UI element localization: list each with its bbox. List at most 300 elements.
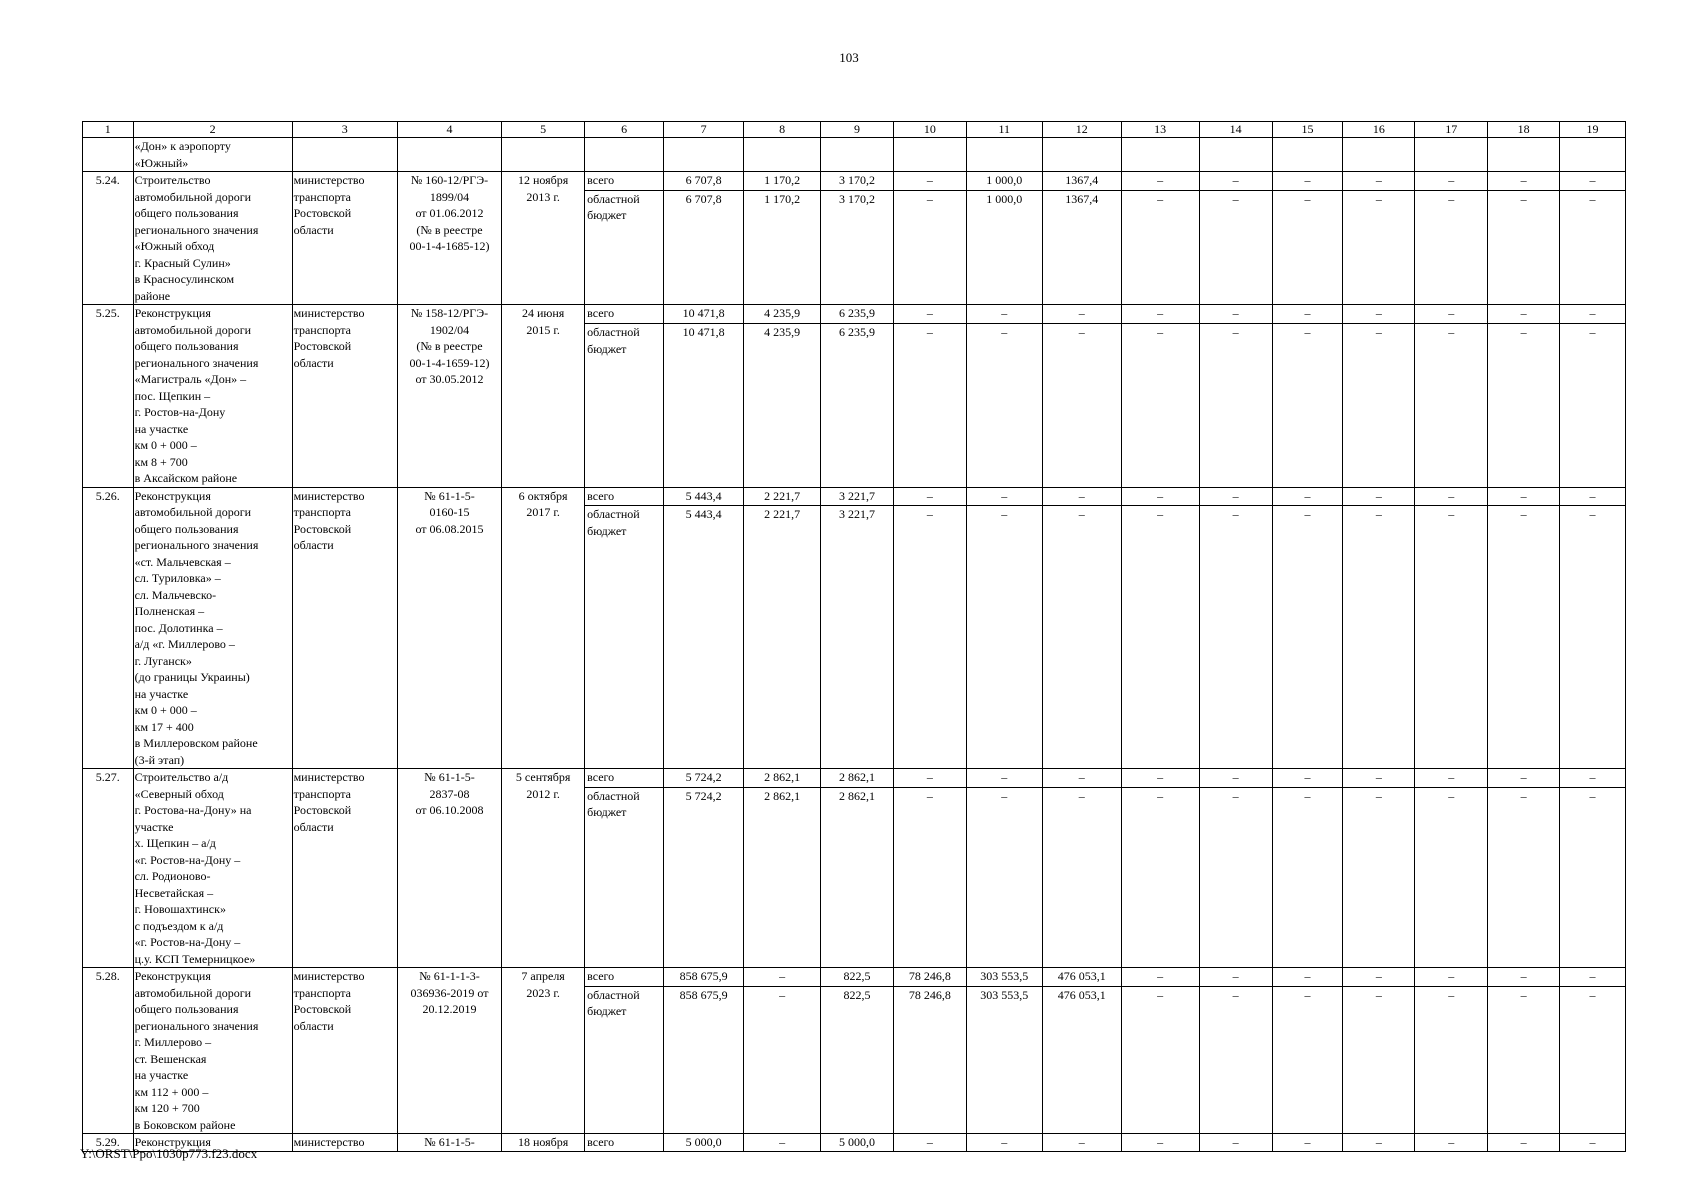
- commissioning-date-line: 5 сентября: [515, 770, 571, 784]
- funding-value: [893, 506, 966, 769]
- column-number: 13: [1121, 122, 1199, 138]
- funding-value: [893, 190, 966, 304]
- funding-value-line: –: [1448, 987, 1455, 1002]
- funding-value-line: –: [1375, 191, 1382, 206]
- funding-value: [1121, 968, 1199, 987]
- expertise-document-line: № 61-1-5-: [424, 770, 475, 784]
- funding-value: [744, 769, 821, 788]
- funding-value: [1488, 487, 1560, 506]
- funding-value-line: –: [1448, 488, 1455, 503]
- funding-value: [966, 506, 1042, 769]
- funding-value-line: –: [1375, 770, 1382, 784]
- funding-source-line: всего: [587, 969, 615, 983]
- responsible-body-line: области: [293, 355, 334, 370]
- funding-value-line: 476 053,1: [1057, 969, 1106, 983]
- row-number-line: 5.29.: [95, 1135, 120, 1149]
- funding-value-line: –: [1520, 191, 1527, 206]
- column-number: 14: [1199, 122, 1272, 138]
- commissioning-date-line: 2012 г.: [526, 786, 560, 801]
- project-name-line: общего пользования: [134, 339, 239, 353]
- funding-value: [821, 787, 894, 967]
- commissioning-date-line: 6 октября: [518, 488, 568, 503]
- funding-value-line: –: [1157, 987, 1164, 1002]
- funding-value-line: –: [926, 770, 933, 784]
- project-name-line: г. Миллерово –: [134, 1035, 212, 1049]
- funding-value-line: –: [1304, 788, 1311, 803]
- funding-value-line: 822,5: [843, 987, 871, 1002]
- funding-value: [1121, 986, 1199, 1133]
- funding-value-line: –: [1232, 173, 1239, 187]
- funding-value: [893, 986, 966, 1133]
- expertise-document-line: (№ в реестре: [416, 222, 483, 237]
- column-number: 3: [292, 122, 397, 138]
- funding-value-line: 5 000,0: [838, 1135, 875, 1149]
- project-name-line: пос. Долотинка –: [134, 620, 223, 635]
- row-number-line: 5.24.: [95, 173, 120, 187]
- funding-value: [664, 324, 744, 487]
- file-path-footer: Y:\ORST\Ppo\1030p773.f23.docx: [80, 1146, 258, 1161]
- project-name-line: «Северный обход: [134, 786, 224, 801]
- funding-value: [744, 172, 821, 191]
- expertise-document-line: 2837-08: [429, 786, 470, 801]
- funding-value-line: –: [1232, 788, 1239, 803]
- funding-value: [1272, 506, 1343, 769]
- project-name-line: Реконструкция: [134, 969, 211, 983]
- funding-value-line: –: [1304, 987, 1311, 1002]
- project-name-line: (до границы Украины): [134, 670, 250, 684]
- funding-value-line: –: [1520, 969, 1527, 983]
- expertise-document-line: от 01.06.2012: [415, 206, 484, 220]
- funding-value: [966, 986, 1042, 1133]
- funding-source-line: бюджет: [587, 208, 627, 223]
- funding-value: [744, 324, 821, 487]
- funding-value-line: –: [1589, 507, 1596, 522]
- commissioning-date-line: 12 ноября: [517, 173, 569, 187]
- project-name-line: участке: [134, 819, 174, 834]
- project-name-line: автомобильной дороги: [134, 505, 252, 519]
- row-number-line: 5.28.: [95, 969, 120, 983]
- table-row: [83, 172, 1626, 191]
- funding-value: [1560, 986, 1626, 1133]
- funding-value: [821, 190, 894, 304]
- commissioning-date: [502, 172, 585, 305]
- responsible-body-line: транспорта: [293, 322, 352, 337]
- project-name-line: «ст. Мальчевская –: [134, 554, 231, 569]
- project-name-line: Полненская –: [134, 604, 205, 618]
- funding-value: [1121, 787, 1199, 967]
- project-name-line: г. Красный Сулин»: [134, 255, 231, 270]
- funding-value: [821, 1134, 894, 1152]
- funding-value-line: –: [1375, 507, 1382, 522]
- column-number: 9: [821, 122, 894, 138]
- funding-value: [1272, 190, 1343, 304]
- expertise-document-line: от 06.10.2008: [415, 803, 484, 817]
- funding-value: [744, 986, 821, 1133]
- funding-value-line: 1367,4: [1065, 191, 1099, 206]
- funding-value: [664, 506, 744, 769]
- funding-value-line: –: [1520, 325, 1527, 340]
- responsible-body-line: Ростовской: [293, 339, 352, 353]
- funding-value: [1560, 968, 1626, 987]
- funding-value: [1343, 324, 1415, 487]
- funding-value: [1343, 190, 1415, 304]
- funding-value-line: –: [1448, 770, 1455, 784]
- funding-value-line: –: [1157, 770, 1164, 784]
- funding-source-line: бюджет: [587, 1004, 627, 1019]
- funding-value-line: –: [1157, 191, 1164, 206]
- funding-value: [1042, 305, 1121, 324]
- funding-value-line: –: [926, 306, 933, 320]
- funding-value: [1488, 506, 1560, 769]
- funding-value-line: –: [1448, 969, 1455, 983]
- empty-cell: [893, 138, 966, 172]
- empty-cell: [397, 138, 501, 172]
- project-name-line: Реконструкция: [134, 488, 211, 503]
- column-number: 6: [585, 122, 664, 138]
- expertise-document-line: 1902/04: [429, 322, 470, 337]
- funding-value: [966, 787, 1042, 967]
- funding-value: [1343, 968, 1415, 987]
- column-number: 11: [966, 122, 1042, 138]
- funding-value-line: 5 443,4: [685, 507, 722, 522]
- funding-value-line: –: [1589, 306, 1596, 320]
- funding-value: [1560, 172, 1626, 191]
- funding-value: [1488, 1134, 1560, 1152]
- funding-value-line: –: [1157, 173, 1164, 187]
- program-table: [82, 121, 1626, 1152]
- funding-value-line: –: [1375, 325, 1382, 340]
- column-number: 10: [893, 122, 966, 138]
- funding-value: [1560, 769, 1626, 788]
- funding-value: [1488, 986, 1560, 1133]
- funding-source-line: всего: [587, 1135, 615, 1149]
- expertise-document-line: (№ в реестре: [416, 339, 483, 353]
- commissioning-date-line: 18 ноября: [517, 1135, 569, 1149]
- funding-value-line: –: [1157, 507, 1164, 522]
- funding-value-line: –: [1448, 507, 1455, 522]
- row-number-line: 5.26.: [95, 488, 120, 503]
- empty-cell: [664, 138, 744, 172]
- funding-value-line: 476 053,1: [1057, 987, 1106, 1002]
- funding-value-line: 2 862,1: [764, 788, 801, 803]
- funding-source-line: бюджет: [587, 805, 627, 820]
- funding-value: [1042, 787, 1121, 967]
- project-name-line: Строительство а/д: [134, 770, 229, 784]
- funding-value: [1199, 487, 1272, 506]
- funding-value: [664, 190, 744, 304]
- commissioning-date: [502, 769, 585, 968]
- funding-value-line: 5 724,2: [685, 788, 722, 803]
- funding-value-line: 2 862,1: [764, 770, 801, 784]
- row-number: [83, 172, 134, 305]
- funding-value-line: –: [1304, 325, 1311, 340]
- empty-cell: [1560, 138, 1626, 172]
- funding-value: [1488, 324, 1560, 487]
- project-name-line: автомобильной дороги: [134, 985, 252, 1000]
- project-name-line: Реконструкция: [134, 1135, 211, 1149]
- funding-value: [821, 968, 894, 987]
- funding-value: [1121, 305, 1199, 324]
- expertise-document: [397, 172, 501, 305]
- column-number: 15: [1272, 122, 1343, 138]
- responsible-body-line: транспорта: [293, 786, 352, 801]
- project-name: [133, 305, 292, 488]
- funding-value-line: 1 170,2: [764, 173, 801, 187]
- responsible-body: [292, 1134, 397, 1152]
- funding-value-line: –: [1078, 325, 1085, 340]
- project-name-line: (3-й этап): [134, 752, 185, 767]
- funding-value: [1042, 1134, 1121, 1152]
- funding-value: [744, 487, 821, 506]
- funding-source-line: областной: [587, 191, 640, 206]
- project-name-line: регионального значения: [134, 538, 259, 552]
- funding-value-line: –: [1375, 1135, 1382, 1149]
- continuation-name-line: «Дон» к аэропорту: [134, 139, 231, 153]
- expertise-document-line: 1899/04: [429, 189, 470, 204]
- funding-source-line: бюджет: [587, 523, 627, 538]
- empty-cell: [502, 138, 585, 172]
- funding-value-line: –: [1232, 306, 1239, 320]
- funding-source-line: областной: [587, 507, 640, 522]
- funding-value: [1560, 506, 1626, 769]
- empty-cell: [744, 138, 821, 172]
- funding-value: [1343, 487, 1415, 506]
- funding-value: [664, 968, 744, 987]
- expertise-document-line: 036936-2019 от: [410, 985, 489, 1000]
- funding-value: [1121, 190, 1199, 304]
- row-number-line: 5.27.: [95, 770, 120, 784]
- funding-value-line: 5 724,2: [685, 770, 722, 784]
- empty-cell: [966, 138, 1042, 172]
- responsible-body-line: Ростовской: [293, 1002, 352, 1016]
- funding-value: [664, 487, 744, 506]
- funding-value-line: –: [1078, 488, 1085, 503]
- funding-value: [1415, 324, 1488, 487]
- funding-value-line: –: [1232, 770, 1239, 784]
- funding-value-line: –: [1157, 969, 1164, 983]
- funding-value-line: –: [1232, 507, 1239, 522]
- responsible-body-line: транспорта: [293, 505, 352, 519]
- funding-value: [1199, 968, 1272, 987]
- project-name-line: ц.у. КСП Темерницкое»: [134, 951, 256, 966]
- funding-value-line: –: [1304, 969, 1311, 983]
- project-name-line: сл. Родионово-: [134, 869, 211, 883]
- funding-value: [821, 769, 894, 788]
- funding-source: [585, 968, 664, 987]
- funding-value-line: –: [1001, 306, 1008, 320]
- funding-value-line: 6 707,8: [685, 191, 722, 206]
- funding-value-line: –: [1078, 306, 1085, 320]
- responsible-body-line: министерство: [293, 1135, 365, 1149]
- funding-value: [1560, 190, 1626, 304]
- funding-value: [1488, 305, 1560, 324]
- empty-cell: [292, 138, 397, 172]
- responsible-body: [292, 305, 397, 488]
- funding-value: [1488, 968, 1560, 987]
- funding-value: [1199, 769, 1272, 788]
- responsible-body-line: области: [293, 1018, 334, 1033]
- project-name-line: на участке: [134, 1068, 189, 1082]
- funding-value: [1121, 506, 1199, 769]
- funding-value-line: –: [1157, 1135, 1164, 1149]
- funding-value-line: –: [1304, 306, 1311, 320]
- responsible-body-line: министерство: [293, 969, 365, 983]
- project-name-line: регионального значения: [134, 222, 259, 237]
- funding-value: [966, 968, 1042, 987]
- funding-value-line: –: [1589, 173, 1596, 187]
- funding-value: [893, 172, 966, 191]
- empty-cell: [1199, 138, 1272, 172]
- funding-source: [585, 506, 664, 769]
- funding-value-line: –: [1520, 488, 1527, 503]
- responsible-body-line: Ростовской: [293, 521, 352, 536]
- empty-cell: [821, 138, 894, 172]
- funding-value: [1199, 172, 1272, 191]
- table-row: [83, 1134, 1626, 1152]
- project-name-line: регионального значения: [134, 1018, 259, 1033]
- funding-value-line: –: [1375, 788, 1382, 803]
- funding-value: [1415, 506, 1488, 769]
- column-number: 18: [1488, 122, 1560, 138]
- funding-value-line: –: [1448, 788, 1455, 803]
- project-name-line: «г. Ростов-на-Дону –: [134, 852, 241, 867]
- funding-value-line: 2 862,1: [838, 788, 875, 803]
- funding-value-line: –: [926, 1135, 933, 1149]
- funding-source-line: областной: [587, 325, 640, 340]
- expertise-document-line: от 30.05.2012: [415, 372, 484, 386]
- responsible-body-line: Ростовской: [293, 803, 352, 817]
- funding-value-line: –: [1520, 987, 1527, 1002]
- funding-value-line: 3 221,7: [838, 507, 875, 522]
- expertise-document-line: 20.12.2019: [422, 1002, 477, 1016]
- funding-source-line: областной: [587, 788, 640, 803]
- funding-value-line: 1367,4: [1065, 173, 1099, 187]
- project-name-line: км 112 + 000 –: [134, 1084, 209, 1099]
- funding-value-line: –: [1001, 770, 1008, 784]
- project-name-line: регионального значения: [134, 355, 259, 370]
- funding-value-line: 78 246,8: [908, 969, 951, 983]
- funding-value-line: –: [926, 488, 933, 503]
- funding-value: [1042, 324, 1121, 487]
- funding-value: [1488, 172, 1560, 191]
- project-name-line: ст. Вешенская: [134, 1051, 207, 1066]
- empty-cell: [1343, 138, 1415, 172]
- funding-value: [966, 487, 1042, 506]
- funding-value: [1199, 1134, 1272, 1152]
- funding-value: [893, 1134, 966, 1152]
- funding-value: [1272, 172, 1343, 191]
- funding-value: [664, 305, 744, 324]
- funding-value: [1199, 506, 1272, 769]
- funding-value-line: –: [926, 325, 933, 340]
- continuation-name: [133, 138, 292, 172]
- funding-value: [1560, 787, 1626, 967]
- funding-value-line: –: [926, 507, 933, 522]
- commissioning-date-line: 7 апреля: [521, 969, 565, 983]
- funding-value-line: –: [1304, 488, 1311, 503]
- funding-value-line: –: [1589, 191, 1596, 206]
- column-number: 16: [1343, 122, 1415, 138]
- funding-value: [893, 787, 966, 967]
- continuation-row: [83, 138, 1626, 172]
- funding-value-line: 6 235,9: [838, 306, 875, 320]
- funding-value-line: 4 235,9: [764, 325, 801, 340]
- funding-source-line: всего: [587, 488, 615, 503]
- project-name: [133, 172, 292, 305]
- funding-value-line: –: [1589, 788, 1596, 803]
- page-number: 103: [839, 50, 859, 65]
- project-name-line: общего пользования: [134, 206, 239, 220]
- funding-value-line: –: [1157, 325, 1164, 340]
- funding-value: [1343, 787, 1415, 967]
- funding-value: [744, 787, 821, 967]
- project-name-line: г. Ростов-на-Дону: [134, 405, 226, 419]
- column-number: 19: [1560, 122, 1626, 138]
- funding-value: [893, 769, 966, 788]
- funding-value: [1560, 487, 1626, 506]
- project-name-line: км 8 + 700: [134, 454, 188, 469]
- project-name-line: сл. Мальчевско-: [134, 587, 217, 602]
- funding-source: [585, 324, 664, 487]
- funding-value: [1343, 986, 1415, 1133]
- expertise-document-line: № 61-1-1-3-: [419, 969, 480, 983]
- funding-value-line: –: [926, 788, 933, 803]
- project-name-line: автомобильной дороги: [134, 189, 252, 204]
- funding-value: [1488, 769, 1560, 788]
- funding-value: [1272, 324, 1343, 487]
- funding-value-line: 4 235,9: [764, 306, 801, 320]
- funding-value-line: 3 221,7: [838, 488, 875, 503]
- funding-source: [585, 305, 664, 324]
- funding-source-line: всего: [587, 306, 615, 320]
- funding-value: [1272, 1134, 1343, 1152]
- expertise-document-line: от 06.08.2015: [415, 521, 484, 536]
- funding-value: [1343, 172, 1415, 191]
- responsible-body-line: министерство: [293, 488, 365, 503]
- funding-value-line: –: [1375, 488, 1382, 503]
- funding-value: [1415, 305, 1488, 324]
- responsible-body-line: области: [293, 222, 334, 237]
- funding-value: [1042, 487, 1121, 506]
- funding-source: [585, 172, 664, 191]
- funding-value-line: –: [1304, 770, 1311, 784]
- funding-value: [1042, 190, 1121, 304]
- column-number: 12: [1042, 122, 1121, 138]
- table-body: [83, 122, 1626, 1152]
- funding-value: [744, 305, 821, 324]
- funding-value-line: –: [1520, 1135, 1527, 1149]
- project-name-line: с подъездом к а/д: [134, 918, 224, 933]
- funding-value-line: 2 221,7: [764, 507, 801, 522]
- row-number: [83, 487, 134, 769]
- project-name-line: районе: [134, 288, 171, 303]
- funding-value-line: –: [1448, 1135, 1455, 1149]
- funding-value: [1272, 769, 1343, 788]
- funding-value: [821, 986, 894, 1133]
- funding-value: [1272, 305, 1343, 324]
- project-name-line: Строительство: [134, 173, 211, 187]
- project-name-line: на участке: [134, 421, 189, 436]
- funding-value: [1199, 986, 1272, 1133]
- expertise-document: [397, 487, 501, 769]
- responsible-body: [292, 968, 397, 1134]
- funding-source-line: всего: [587, 770, 615, 784]
- funding-value: [1121, 769, 1199, 788]
- funding-value-line: –: [1520, 507, 1527, 522]
- funding-value: [966, 305, 1042, 324]
- project-name-line: в Боковском районе: [134, 1117, 236, 1132]
- project-name-line: «Магистраль «Дон» –: [134, 372, 247, 386]
